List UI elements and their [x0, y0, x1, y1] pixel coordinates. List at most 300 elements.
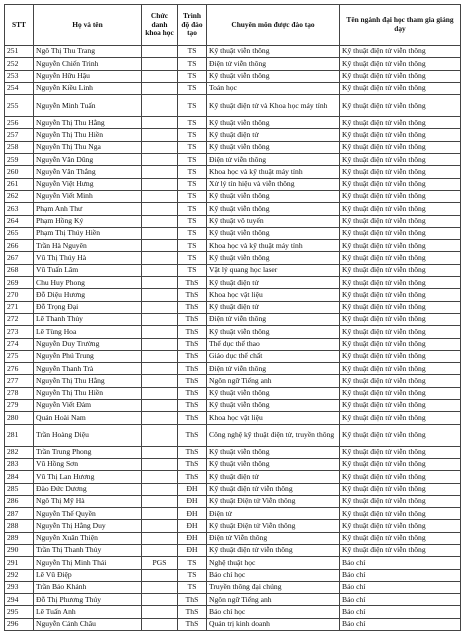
cell-stt: 273 [5, 326, 34, 338]
cell-stt: 276 [5, 363, 34, 375]
cell-level: ThS [178, 594, 207, 606]
cell-field: Kỹ thuật điện tử viễn thông [340, 141, 461, 153]
table-header [5, 5, 461, 46]
cell-name: Nguyễn Thị Thu Hiền [34, 387, 142, 399]
cell-name: Nguyễn Thị Thu Hằng [34, 375, 142, 387]
cell-title [142, 141, 178, 153]
cell-title [142, 412, 178, 424]
cell-name: Quản Hoài Nam [34, 412, 142, 424]
table-row [5, 424, 461, 446]
cell-stt: 277 [5, 375, 34, 387]
cell-level: ThS [178, 618, 207, 630]
cell-name: Vũ Thị Thúy Hà [34, 252, 142, 264]
cell-name: Nguyễn Chiến Trinh [34, 58, 142, 70]
cell-level: ThS [178, 471, 207, 483]
cell-title [142, 606, 178, 618]
cell-title [142, 594, 178, 606]
table-row [5, 532, 461, 544]
cell-level: TS [178, 203, 207, 215]
cell-name: Vũ Thị Lan Hương [34, 471, 142, 483]
cell-specialty: Truyền thông đại chúng [207, 581, 340, 593]
table-row [5, 166, 461, 178]
table-row [5, 606, 461, 618]
cell-title [142, 154, 178, 166]
cell-field: Kỹ thuật điện tử viễn thông [340, 363, 461, 375]
cell-title [142, 117, 178, 129]
cell-level: TS [178, 178, 207, 190]
cell-stt: 264 [5, 215, 34, 227]
cell-specialty: Kỹ thuật điện tử [207, 277, 340, 289]
cell-specialty: Toán học [207, 82, 340, 94]
cell-field: Kỹ thuật điện tử viễn thông [340, 400, 461, 412]
cell-name: Nguyễn Hữu Hậu [34, 70, 142, 82]
table-row [5, 400, 461, 412]
cell-name: Vũ Hồng Sơn [34, 458, 142, 470]
cell-name: Lê Tuấn Anh [34, 606, 142, 618]
cell-field: Kỹ thuật điện tử viễn thông [340, 190, 461, 202]
table-row [5, 82, 461, 94]
cell-stt: 286 [5, 495, 34, 507]
table-row [5, 95, 461, 117]
cell-title [142, 215, 178, 227]
cell-field: Kỹ thuật điện tử viễn thông [340, 301, 461, 313]
header-row [5, 5, 461, 46]
table-row [5, 594, 461, 606]
cell-field: Kỹ thuật điện tử viễn thông [340, 412, 461, 424]
cell-title [142, 178, 178, 190]
cell-name: Nguyễn Phú Trung [34, 350, 142, 362]
cell-title [142, 581, 178, 593]
cell-level: TS [178, 141, 207, 153]
cell-stt: 287 [5, 508, 34, 520]
table-row [5, 70, 461, 82]
cell-title [142, 277, 178, 289]
cell-specialty: Kỹ thuật viễn thông [207, 446, 340, 458]
cell-field: Kỹ thuật điện tử viễn thông [340, 532, 461, 544]
table-row [5, 412, 461, 424]
cell-level: ThS [178, 446, 207, 458]
cell-specialty: Điện tử [207, 508, 340, 520]
cell-field: Kỹ thuật điện tử viễn thông [340, 129, 461, 141]
cell-stt: 290 [5, 544, 34, 556]
cell-level: TS [178, 240, 207, 252]
cell-specialty: Kỹ thuật điện tử và Khoa học máy tính [207, 95, 340, 117]
cell-specialty: Kỹ thuật điện tử [207, 471, 340, 483]
cell-name: Đỗ Diệu Hương [34, 289, 142, 301]
cell-stt: 265 [5, 227, 34, 239]
cell-stt: 259 [5, 154, 34, 166]
cell-name: Đỗ Thị Phương Thúy [34, 594, 142, 606]
cell-title [142, 240, 178, 252]
cell-stt: 255 [5, 95, 34, 117]
cell-title [142, 618, 178, 630]
cell-level: TS [178, 581, 207, 593]
cell-stt: 267 [5, 252, 34, 264]
cell-name: Đỗ Trọng Đại [34, 301, 142, 313]
cell-level: ThS [178, 289, 207, 301]
cell-name: Nguyễn Viết Đảm [34, 400, 142, 412]
cell-field: Kỹ thuật điện tử viễn thông [340, 520, 461, 532]
cell-name: Nguyễn Thị Thu Hiền [34, 129, 142, 141]
cell-title [142, 58, 178, 70]
cell-level: TS [178, 569, 207, 581]
cell-specialty: Điện tử viễn thông [207, 363, 340, 375]
cell-specialty: Kỹ thuật điện tử viễn thông [207, 483, 340, 495]
cell-name: Nguyễn Minh Tuấn [34, 95, 142, 117]
cell-specialty: Vật lý quang học laser [207, 264, 340, 276]
cell-specialty: Ngôn ngữ Tiếng anh [207, 594, 340, 606]
cell-level: ThS [178, 458, 207, 470]
cell-title [142, 446, 178, 458]
cell-stt: 260 [5, 166, 34, 178]
cell-title [142, 313, 178, 325]
cell-level: ThS [178, 412, 207, 424]
cell-field: Kỹ thuật điện tử viễn thông [340, 277, 461, 289]
cell-field: Kỹ thuật điện tử viễn thông [340, 58, 461, 70]
table-row [5, 227, 461, 239]
cell-name: Ngô Thị Mỹ Hà [34, 495, 142, 507]
cell-stt: 275 [5, 350, 34, 362]
cell-field: Kỹ thuật điện tử viễn thông [340, 446, 461, 458]
cell-field: Kỹ thuật điện tử viễn thông [340, 240, 461, 252]
cell-stt: 274 [5, 338, 34, 350]
cell-title [142, 483, 178, 495]
cell-level: TS [178, 154, 207, 166]
table-row [5, 508, 461, 520]
cell-name: Lê Tùng Hoa [34, 326, 142, 338]
cell-stt: 257 [5, 129, 34, 141]
table-row [5, 471, 461, 483]
cell-stt: 285 [5, 483, 34, 495]
cell-name: Nguyễn Văn Thắng [34, 166, 142, 178]
cell-title [142, 326, 178, 338]
table-row [5, 289, 461, 301]
cell-stt: 269 [5, 277, 34, 289]
table-row [5, 129, 461, 141]
header-title: Chức danh khoa học [142, 5, 178, 46]
cell-specialty: Kỹ thuật viễn thông [207, 227, 340, 239]
cell-specialty: Điện tử viễn thông [207, 58, 340, 70]
cell-level: TS [178, 190, 207, 202]
cell-specialty: Khoa học vật liệu [207, 289, 340, 301]
cell-title [142, 544, 178, 556]
table-row [5, 326, 461, 338]
cell-name: Chu Huy Phong [34, 277, 142, 289]
cell-level: ThS [178, 387, 207, 399]
table-row [5, 154, 461, 166]
cell-specialty: Ngôn ngữ Tiếng anh [207, 375, 340, 387]
cell-field: Kỹ thuật điện tử viễn thông [340, 215, 461, 227]
cell-level: ĐH [178, 495, 207, 507]
cell-level: ThS [178, 424, 207, 446]
cell-specialty: Kỹ thuật điện tử [207, 129, 340, 141]
cell-title [142, 95, 178, 117]
table-row [5, 252, 461, 264]
cell-specialty: Kỹ thuật vô tuyến [207, 215, 340, 227]
cell-specialty: Kỹ thuật Điện tử Viễn thông [207, 520, 340, 532]
cell-name: Nguyễn Kiều Linh [34, 82, 142, 94]
cell-level: TS [178, 58, 207, 70]
cell-specialty: Báo chí học [207, 606, 340, 618]
cell-title [142, 264, 178, 276]
cell-level: ĐH [178, 532, 207, 544]
cell-name: Lê Vũ Điệp [34, 569, 142, 581]
cell-title: PGS [142, 557, 178, 569]
cell-level: ThS [178, 326, 207, 338]
cell-title [142, 166, 178, 178]
cell-field: Kỹ thuật điện tử viễn thông [340, 264, 461, 276]
cell-field: Kỹ thuật điện tử viễn thông [340, 424, 461, 446]
cell-stt: 284 [5, 471, 34, 483]
cell-field: Kỹ thuật điện tử viễn thông [340, 471, 461, 483]
table-row [5, 58, 461, 70]
cell-stt: 280 [5, 412, 34, 424]
table-row [5, 483, 461, 495]
header-name: Họ và tên [34, 5, 142, 46]
cell-name: Nguyễn Thị Thu Nga [34, 141, 142, 153]
table-row [5, 215, 461, 227]
cell-level: TS [178, 252, 207, 264]
table-row [5, 117, 461, 129]
cell-level: ThS [178, 338, 207, 350]
table-row [5, 446, 461, 458]
cell-field: Kỹ thuật điện tử viễn thông [340, 544, 461, 556]
cell-level: TS [178, 95, 207, 117]
cell-specialty: Điện tử Viễn thông [207, 532, 340, 544]
cell-stt: 266 [5, 240, 34, 252]
table-row [5, 338, 461, 350]
header-field: Tên ngành đại học tham gia giảng dạy [340, 5, 461, 46]
cell-level: ThS [178, 375, 207, 387]
cell-specialty: Nghệ thuật học [207, 557, 340, 569]
cell-stt: 288 [5, 520, 34, 532]
cell-field: Kỹ thuật điện tử viễn thông [340, 313, 461, 325]
cell-title [142, 301, 178, 313]
cell-stt: 279 [5, 400, 34, 412]
cell-title [142, 338, 178, 350]
cell-field: Kỹ thuật điện tử viễn thông [340, 203, 461, 215]
cell-name: Nguyễn Việt Hưng [34, 178, 142, 190]
cell-title [142, 252, 178, 264]
cell-specialty: Điện tử viễn thông [207, 313, 340, 325]
cell-level: ThS [178, 277, 207, 289]
cell-specialty: Giáo dục thể chất [207, 350, 340, 362]
cell-field: Báo chí [340, 618, 461, 630]
cell-field: Kỹ thuật điện tử viễn thông [340, 289, 461, 301]
cell-name: Trần Bảo Khánh [34, 581, 142, 593]
cell-stt: 254 [5, 82, 34, 94]
cell-stt: 282 [5, 446, 34, 458]
cell-name: Trần Trung Phong [34, 446, 142, 458]
cell-specialty: Điện tử viễn thông [207, 154, 340, 166]
cell-level: ThS [178, 301, 207, 313]
cell-name: Trần Thị Thanh Thủy [34, 544, 142, 556]
table-row [5, 387, 461, 399]
cell-name: Phạm Hồng Ký [34, 215, 142, 227]
cell-level: ĐH [178, 520, 207, 532]
cell-name: Nguyễn Cảnh Châu [34, 618, 142, 630]
cell-field: Báo chí [340, 594, 461, 606]
cell-level: ThS [178, 400, 207, 412]
cell-title [142, 520, 178, 532]
table-row [5, 240, 461, 252]
cell-field: Kỹ thuật điện tử viễn thông [340, 70, 461, 82]
cell-field: Kỹ thuật điện tử viễn thông [340, 154, 461, 166]
cell-field: Báo chí [340, 569, 461, 581]
cell-name: Nguyễn Văn Dũng [34, 154, 142, 166]
cell-title [142, 375, 178, 387]
table-row [5, 277, 461, 289]
cell-level: ĐH [178, 544, 207, 556]
cell-title [142, 190, 178, 202]
cell-level: ThS [178, 363, 207, 375]
cell-specialty: Quản trị kinh doanh [207, 618, 340, 630]
cell-title [142, 569, 178, 581]
cell-field: Kỹ thuật điện tử viễn thông [340, 326, 461, 338]
cell-field: Kỹ thuật điện tử viễn thông [340, 95, 461, 117]
cell-title [142, 458, 178, 470]
cell-level: TS [178, 227, 207, 239]
cell-field: Kỹ thuật điện tử viễn thông [340, 338, 461, 350]
cell-stt: 262 [5, 190, 34, 202]
cell-specialty: Kỹ thuật viễn thông [207, 203, 340, 215]
cell-specialty: Kỹ thuật viễn thông [207, 326, 340, 338]
cell-stt: 292 [5, 569, 34, 581]
cell-specialty: Thể dục thể thao [207, 338, 340, 350]
cell-name: Trần Hoàng Diệu [34, 424, 142, 446]
cell-field: Kỹ thuật điện tử viễn thông [340, 387, 461, 399]
cell-name: Nguyễn Duy Trường [34, 338, 142, 350]
cell-specialty: Kỹ thuật viễn thông [207, 252, 340, 264]
cell-level: ThS [178, 606, 207, 618]
cell-level: TS [178, 70, 207, 82]
table-row [5, 313, 461, 325]
cell-specialty: Kỹ thuật viễn thông [207, 400, 340, 412]
header-specialty: Chuyên môn được đào tạo [207, 5, 340, 46]
table-row [5, 495, 461, 507]
cell-name: Nguyễn Thị Minh Thái [34, 557, 142, 569]
cell-stt: 295 [5, 606, 34, 618]
table-row [5, 544, 461, 556]
header-level: Trình độ đào tạo [178, 5, 207, 46]
cell-specialty: Công nghệ kỹ thuật điện tử, truyền thông [207, 424, 340, 446]
cell-level: ThS [178, 350, 207, 362]
cell-stt: 268 [5, 264, 34, 276]
cell-level: TS [178, 117, 207, 129]
cell-name: Lê Thanh Thủy [34, 313, 142, 325]
cell-level: ThS [178, 313, 207, 325]
table-row [5, 301, 461, 313]
cell-stt: 272 [5, 313, 34, 325]
cell-specialty: Kỹ thuật viễn thông [207, 458, 340, 470]
cell-level: TS [178, 46, 207, 58]
cell-name: Phạm Anh Thư [34, 203, 142, 215]
cell-level: ĐH [178, 483, 207, 495]
cell-title [142, 70, 178, 82]
cell-name: Nguyễn Thanh Trà [34, 363, 142, 375]
table-row [5, 141, 461, 153]
cell-stt: 256 [5, 117, 34, 129]
cell-name: Vũ Tuấn Lâm [34, 264, 142, 276]
cell-title [142, 495, 178, 507]
cell-stt: 294 [5, 594, 34, 606]
cell-level: TS [178, 129, 207, 141]
cell-title [142, 387, 178, 399]
cell-specialty: Kỹ thuật viễn thông [207, 70, 340, 82]
header-stt: STT [5, 5, 34, 46]
cell-field: Kỹ thuật điện tử viễn thông [340, 166, 461, 178]
cell-stt: 283 [5, 458, 34, 470]
cell-level: TS [178, 166, 207, 178]
cell-specialty: Xử lý tín hiệu và viễn thông [207, 178, 340, 190]
cell-field: Kỹ thuật điện tử viễn thông [340, 483, 461, 495]
table-row [5, 618, 461, 630]
cell-field: Báo chí [340, 606, 461, 618]
table-row [5, 581, 461, 593]
cell-field: Kỹ thuật điện tử viễn thông [340, 508, 461, 520]
table-row [5, 350, 461, 362]
cell-field: Kỹ thuật điện tử viễn thông [340, 178, 461, 190]
cell-specialty: Báo chí học [207, 569, 340, 581]
cell-field: Báo chí [340, 557, 461, 569]
cell-level: ĐH [178, 508, 207, 520]
cell-stt: 271 [5, 301, 34, 313]
cell-field: Báo chí [340, 581, 461, 593]
cell-title [142, 363, 178, 375]
cell-specialty: Kỹ thuật viễn thông [207, 141, 340, 153]
cell-title [142, 508, 178, 520]
cell-field: Kỹ thuật điện tử viễn thông [340, 375, 461, 387]
cell-level: TS [178, 557, 207, 569]
cell-title [142, 289, 178, 301]
cell-field: Kỹ thuật điện tử viễn thông [340, 458, 461, 470]
cell-stt: 261 [5, 178, 34, 190]
cell-stt: 258 [5, 141, 34, 153]
cell-title [142, 82, 178, 94]
cell-title [142, 532, 178, 544]
cell-field: Kỹ thuật điện tử viễn thông [340, 82, 461, 94]
table-row [5, 190, 461, 202]
cell-name: Nguyễn Thế Quyền [34, 508, 142, 520]
table-row [5, 557, 461, 569]
table-row [5, 178, 461, 190]
cell-stt: 291 [5, 557, 34, 569]
cell-stt: 281 [5, 424, 34, 446]
cell-title [142, 129, 178, 141]
cell-title [142, 46, 178, 58]
cell-field: Kỹ thuật điện tử viễn thông [340, 252, 461, 264]
cell-specialty: Kỹ thuật Điện tử Viễn thông [207, 495, 340, 507]
lecturer-table [4, 4, 461, 631]
cell-title [142, 227, 178, 239]
cell-specialty: Kỹ thuật viễn thông [207, 46, 340, 58]
cell-stt: 289 [5, 532, 34, 544]
cell-title [142, 203, 178, 215]
cell-stt: 263 [5, 203, 34, 215]
cell-name: Nguyễn Viết Minh [34, 190, 142, 202]
cell-specialty: Khoa học vật liệu [207, 412, 340, 424]
cell-field: Kỹ thuật điện tử viễn thông [340, 350, 461, 362]
cell-specialty: Kỹ thuật viễn thông [207, 190, 340, 202]
cell-stt: 253 [5, 70, 34, 82]
cell-specialty: Kỹ thuật điện tử viễn thông [207, 544, 340, 556]
cell-stt: 296 [5, 618, 34, 630]
table-row [5, 375, 461, 387]
cell-stt: 278 [5, 387, 34, 399]
cell-name: Phạm Thị Thúy Hiền [34, 227, 142, 239]
cell-name: Trần Hà Nguyên [34, 240, 142, 252]
table-row [5, 203, 461, 215]
